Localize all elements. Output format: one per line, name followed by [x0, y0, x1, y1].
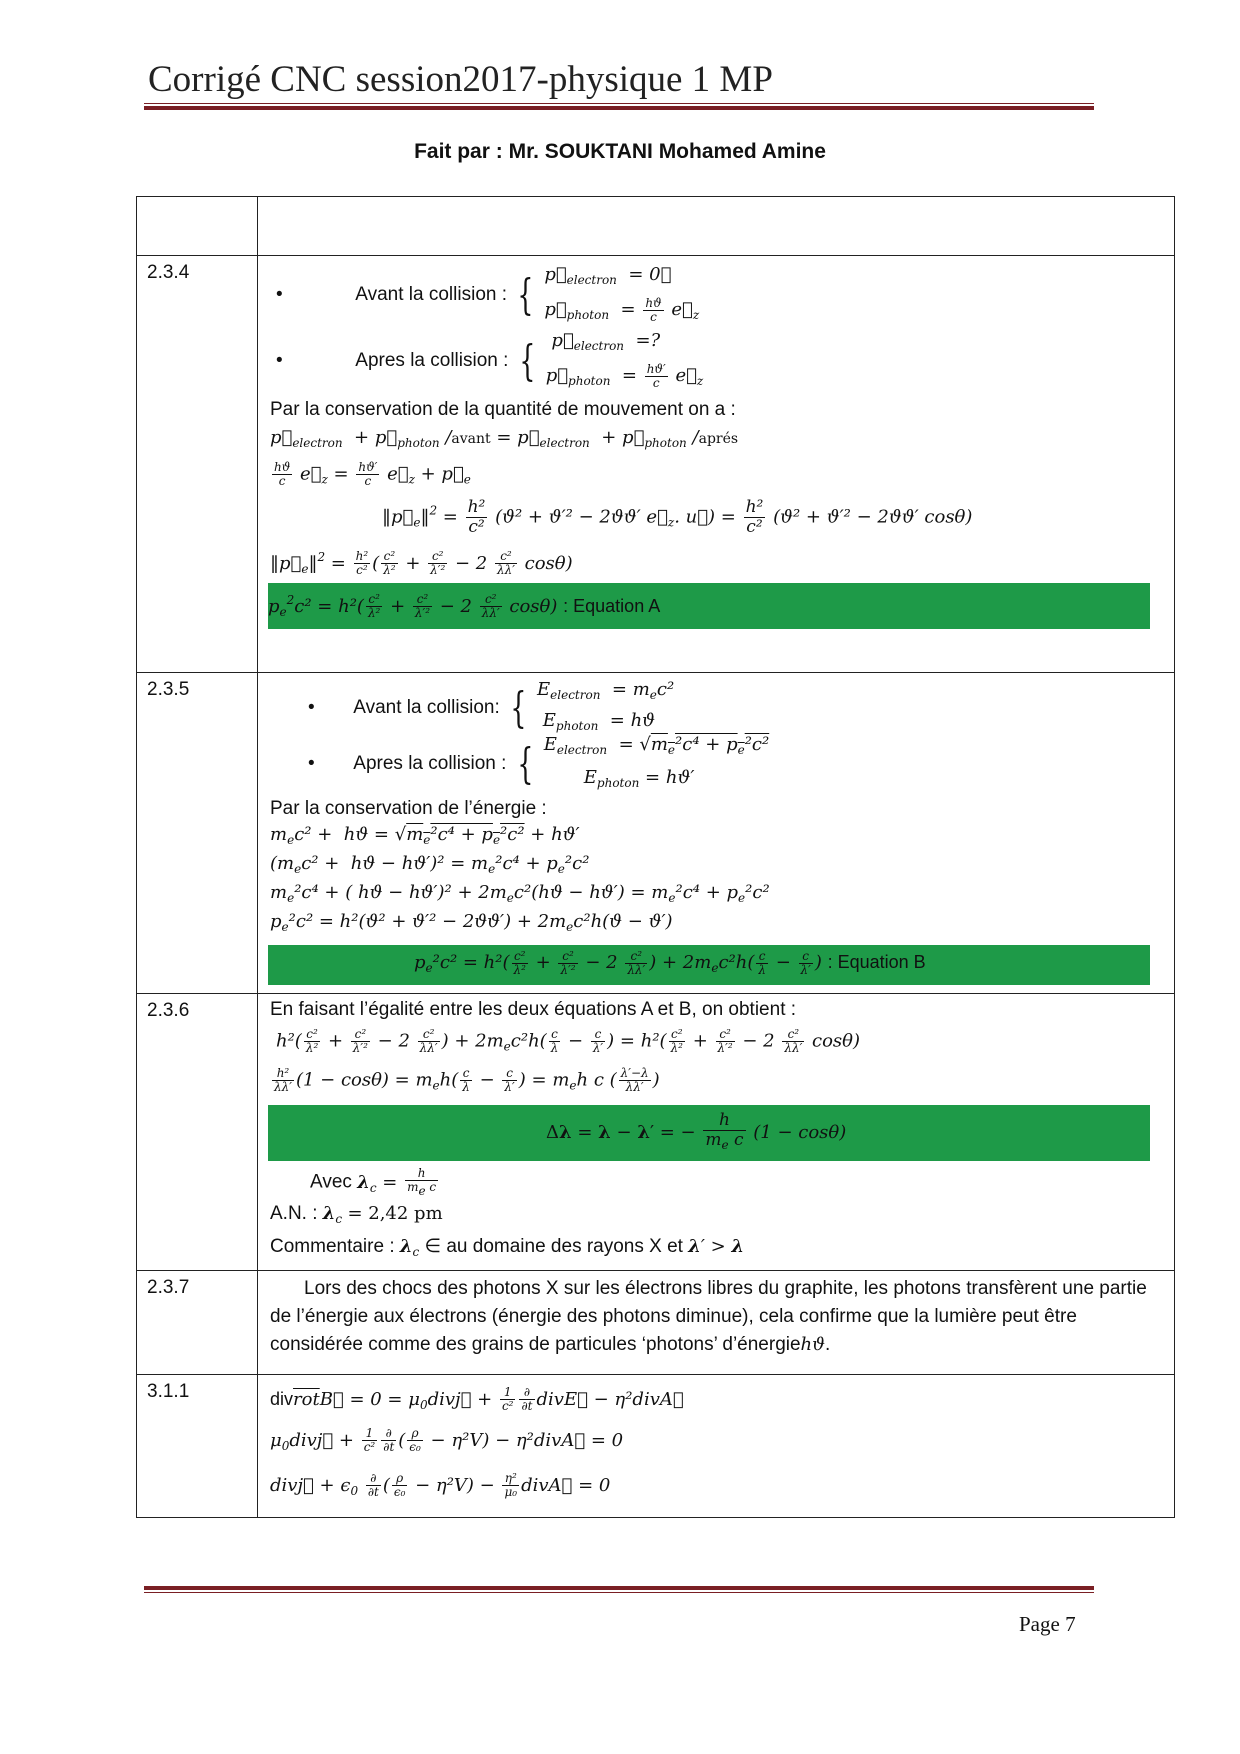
- bullet: •: [276, 284, 283, 306]
- equation-continuity-2: divj⃗ + $\epsilon_0$ $\frac{\partial}{\partial t}$ ( $\frac{\rho}{\text{ϵ₀}}$ − η²V) − $\frac{\text{η²}}{\text{μ₀}}$ divA⃗ = 0: [270, 1471, 611, 1499]
- conclusion-paragraph: Lors des chocs des photons X sur les électrons libres du graphite, les photons transfèrent une partie de l’énergie aux électrons (énergie des photons diminue), cela confirme que la lumière peut être considérée comme des grains de particules ‘photons’ d’énergiehϑ.: [270, 1277, 1147, 1355]
- intro-text: En faisant l’égalité entre les deux équations A et B, on obtient :: [270, 999, 797, 1020]
- equation-momentum-vector: $\frac{hϑ}{c}$ $e⃗_z$ = $\frac{hϑ'}{c}$ $e⃗_z$ + $p⃗_e$: [274, 460, 471, 488]
- row-number: 2.3.5: [137, 673, 258, 994]
- avec-line: Avec $\lambda_c$ = $\frac{h}{\text{me c}}$: [310, 1166, 437, 1198]
- equation-energy-4: $p_e^2c^2 = h^2(ϑ^2 + ϑ'^2 - 2ϑϑ') + 2m_ec^2h(ϑ - ϑ')$: [270, 911, 673, 934]
- after-label: Apres la collision :: [353, 753, 507, 775]
- after-label: Apres la collision :: [355, 350, 509, 372]
- table-row-3-1-1: [137, 1374, 1175, 1517]
- equation-a-label: : Equation A: [563, 595, 661, 616]
- equation-energy-2: $(m_ec^2 + hϑ - hϑ')^2 = m_e^2c^4 + p_e^2c^2$: [270, 853, 590, 876]
- equation-equality: h²( $\frac{\text{c²}}{\text{λ²}}$ + $\frac{\text{c²}}{\text{λ′²}}$ − 2 $\frac{\text{c²}}{\lambda\lambda'}$ ) + $2m_ec^2h$( $\frac{c}{\lambda}$ − $\frac{c}{\lambda'}$ ) = h²( $\frac{\text{c²}}{\text{λ²}}$ + $\frac{\text{c²}}{\text{λ′²}}$ − 2 $\frac{\text{c²}}{\lambda\lambda'}$ cosθ): [276, 1027, 861, 1055]
- conservation-text: Par la conservation de la quantité de mouvement on a :: [270, 399, 736, 420]
- equation-b-highlight: $p_e^2c^2 = h^2$( $\frac{\text{c²}}{\text{λ²}}$ + $\frac{\text{c²}}{\text{λ′²}}$ − 2 $\frac{\text{c²}}{\lambda\lambda'}$ ) + $2m_ec^2h$( $\frac{c}{\lambda}$ − $\frac{c}{\lambda'}$ ) : Equation B: [268, 945, 1150, 985]
- equation-energy-3: $m_e^2c^4$ + ( $hϑ - hϑ')^2 + 2m_ec^2(hϑ - hϑ') = m_e^2c^4 + p_e^2c^2$: [270, 882, 770, 905]
- page-number: Page 7: [1019, 1612, 1076, 1636]
- equation-continuity-1: $\mu_0divj⃗$ + $\frac{1}{\text{c²}}$ $\frac{\partial}{\partial t}$ ( $\frac{\rho}{\text{ϵ₀}}$ − η²V) − η²divA⃗ = 0: [270, 1426, 624, 1454]
- before-label: Avant la collision:: [353, 697, 500, 719]
- bullet: •: [308, 697, 315, 719]
- equation-div-rot: $div\overline{rot}B⃗ = 0$ = $\mu_0divj⃗$ + $\frac{1}{\text{c²}}$ $\frac{\partial}{\partial t}$ divE⃗ − η²divA⃗: [270, 1385, 684, 1413]
- row-number: 2.3.4: [137, 256, 258, 673]
- row-number: 3.1.1: [137, 1374, 258, 1517]
- equation-a-highlight: $p_e^2c^2 = h^2$( $\frac{\text{c²}}{\text{λ²}}$ + $\frac{\text{c²}}{\text{λ′²}}$ − 2 $\frac{\text{c²}}{\lambda\lambda'}$ cosθ) : Equation A: [268, 583, 1150, 629]
- energy-after-system: $E_{electron} = √m_e^2c^4 + p_e^2c^2$ $E_{photon} = hϑ'$: [543, 734, 770, 790]
- table-row-2-3-6: [137, 994, 1175, 1271]
- solution-table: [136, 196, 1175, 1518]
- table-row-2-3-4: 2.3.4 • Avant la collision : { $p⃗_{electron}$ = 0⃗ $p⃗_{photon}$ = $\frac{hϑ}{c}$ $e⃗_z$ • Apres la collision : { $p⃗_{electron}$ =? $p⃗_{photon}$ = $\frac{hϑ'}{c}$ $e⃗_z$ Par la conservation de la quantité de mouvement on a : $p⃗_{electron}$ + $p⃗_{photon}$ /avant = $p⃗_{electron}$ + $p⃗_{photon}$ /aprés $\frac{hϑ}{c}$ $e⃗_z$ = $\frac{hϑ'}{c}$ $e⃗_z$ + $p⃗_e$ $‖p⃗_e‖^2$ = $\frac{\text{h²}}{\text{c²}}$ (ϑ² + ϑ′² − 2ϑϑ′ $e⃗_z$. u⃗) = $\frac{\text{h²}}{\text{c²}}$ (ϑ² + ϑ′² − 2ϑϑ′ cosθ) $‖p⃗_e‖^2$ = $\frac{\text{h²}}{\text{c²}}$ ( $\frac{\text{c²}}{\text{λ²}}$ + $\frac{\text{c²}}{\text{λ′²}}$ − 2 $\frac{\text{c²}}{\lambda\lambda'}$ cosθ) $p_e^2c^2 = h^2$( $\frac{\text{c²}}{\text{λ²}}$ + $\frac{\text{c²}}{\text{λ′²}}$ − 2 $\frac{\text{c²}}{\lambda\lambda'}$ cosθ) : Equation A: [137, 256, 1175, 673]
- equation-simplified: $\frac{\text{h²}}{\lambda\lambda'}$ $(1 - \cos\theta) = m_eh$( $\frac{c}{\lambda}$ − $\frac{c}{\lambda'}$ ) = $m_eh$ c ( $\frac{\lambda'-\lambda}{\lambda\lambda'}$ ): [274, 1065, 660, 1094]
- table-header-row: [137, 197, 1175, 256]
- comment-line: Commentaire : $\lambda_c$ ∈ au domaine des rayons X et λ′ > λ: [270, 1235, 745, 1259]
- equation-momentum-conservation: $p⃗_{electron}$ + $p⃗_{photon}$ /avant = $p⃗_{electron}$ + $p⃗_{photon}$ /aprés: [270, 427, 739, 450]
- equation-pe-norm-2: $‖p⃗_e‖^2$ = $\frac{\text{h²}}{\text{c²}}$ ( $\frac{\text{c²}}{\text{λ²}}$ + $\frac{\text{c²}}{\text{λ′²}}$ − 2 $\frac{\text{c²}}{\lambda\lambda'}$ cosθ): [270, 549, 573, 577]
- momentum-before-system: $p⃗_{electron}$ = 0⃗ $p⃗_{photon}$ = $\frac{hϑ}{c}$ $e⃗_z$: [544, 264, 700, 324]
- numerical-application: A.N. : $\lambda_c = 2,42$ pm: [270, 1202, 443, 1226]
- header-rule-thin: [144, 103, 1094, 104]
- momentum-after-system: $p⃗_{electron}$ =? $p⃗_{photon}$ = $\frac{hϑ'}{c}$ $e⃗_z$: [545, 330, 704, 390]
- bullet: •: [276, 350, 283, 372]
- footer-rule-thick: [144, 1586, 1094, 1590]
- document-title: Corrigé CNC session2017-physique 1 MP: [148, 59, 773, 100]
- energy-before-system: $E_{electron} = m_ec^2$ $E_{photon} = hϑ$: [537, 679, 675, 733]
- footer-rule-thin: [144, 1592, 1094, 1593]
- equation-pe-norm-1: $‖p⃗_e‖^2$ = $\frac{\text{h²}}{\text{c²}}$ (ϑ² + ϑ′² − 2ϑϑ′ $e⃗_z$. u⃗) = $\frac{\text{h²}}{\text{c²}}$ (ϑ² + ϑ′² − 2ϑϑ′ cosθ): [382, 496, 973, 537]
- bullet: •: [308, 753, 315, 775]
- author-line: Fait par : Mr. SOUKTANI Mohamed Amine: [414, 140, 826, 163]
- row-number: 2.3.6: [137, 994, 258, 1271]
- equation-energy-1: $m_ec^2 + hϑ = √m_e^2c^4 + p_e^2c^2 + hϑ'$: [270, 824, 580, 847]
- row-number: 2.3.7: [137, 1270, 258, 1374]
- table-row-2-3-7: [137, 1270, 1175, 1374]
- equation-b-label: : Equation B: [827, 952, 926, 972]
- compton-formula-highlight: Δλ = λ − λ′ = − $\frac{h}{m_e c}$ (1 − cosθ): [268, 1105, 1150, 1161]
- header-rule-thick: [144, 106, 1094, 110]
- before-label: Avant la collision :: [355, 284, 508, 306]
- conservation-text: Par la conservation de l’énergie :: [270, 798, 547, 819]
- table-row-2-3-5: 2.3.5 • Avant la collision: { $E_{electron} = m_ec^2$ $E_{photon} = hϑ$ • Apres la collision : { $E_{electron} = √m_e^2c^4 + p_e^2c^2$ $E_{photon} = hϑ'$ Par la conservation de l’énergie : $m_ec^2 + hϑ = √m_e^2c^4 + p_e^2c^2 + hϑ'$ $(m_ec^2 + hϑ - hϑ')^2 = m_e^2c^4 + p_e^2c^2$ $m_e^2c^4$ + ( $hϑ - hϑ')^2 + 2m_ec^2(hϑ - hϑ') = m_e^2c^4 + p_e^2c^2$ $p_e^2c^2 = h^2(ϑ^2 + ϑ'^2 - 2ϑϑ') + 2m_ec^2h(ϑ - ϑ')$ $p_e^2c^2 = h^2$( $\frac{\text{c²}}{\text{λ²}}$ + $\frac{\text{c²}}{\text{λ′²}}$ − 2 $\frac{\text{c²}}{\lambda\lambda'}$ ) + $2m_ec^2h$( $\frac{c}{\lambda}$ − $\frac{c}{\lambda'}$ ) : Equation B: [137, 673, 1175, 994]
